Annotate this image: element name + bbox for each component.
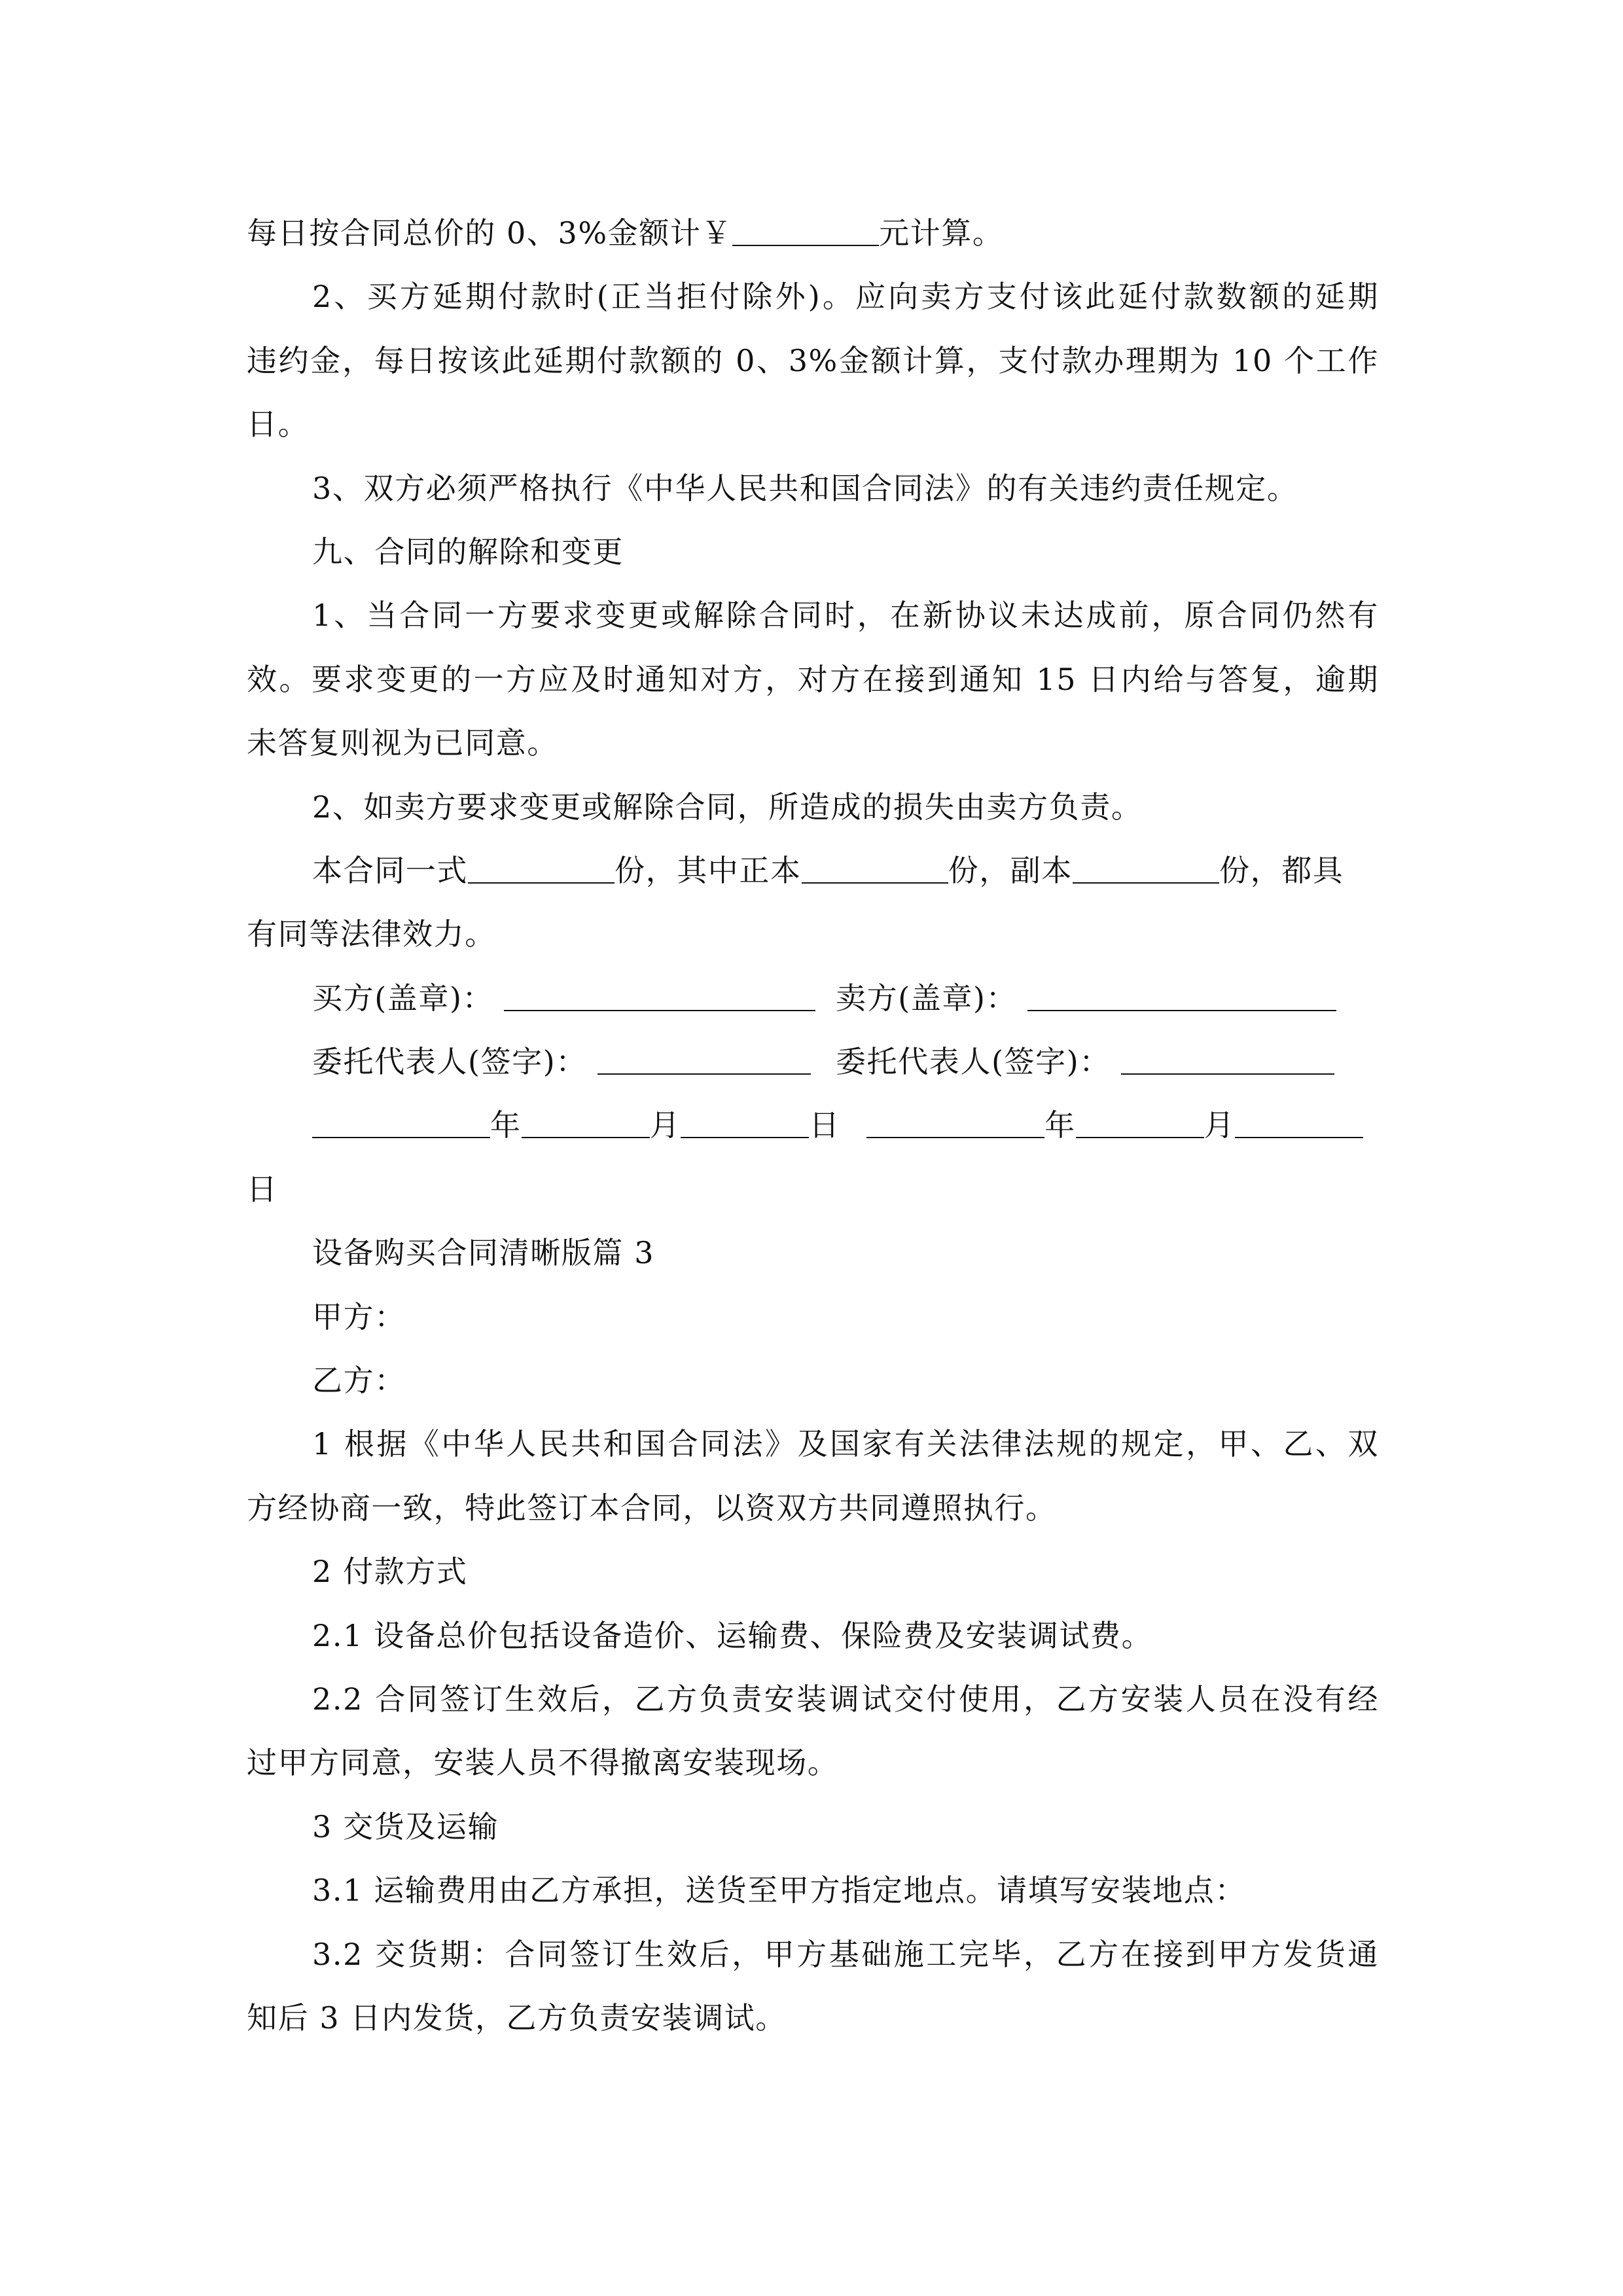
text-line: 效。要求变更的一方应及时通知对方，对方在接到通知 15 日内给与答复，逾期	[247, 661, 1379, 697]
text-segment: 本合同一式	[312, 852, 468, 888]
rep-line	[247, 1030, 1379, 1094]
text-line: 2、如卖方要求变更或解除合同，所造成的损失由卖方负责。	[312, 789, 1143, 825]
day-label: 日	[809, 1107, 840, 1143]
copies-line	[247, 839, 1379, 903]
text-line	[247, 202, 1379, 265]
seller-seal-blank[interactable]	[1027, 984, 1336, 1011]
month-blank[interactable]	[522, 1111, 650, 1138]
month-blank[interactable]	[1076, 1111, 1204, 1138]
year-label: 年	[1044, 1107, 1076, 1143]
section-heading: 2 付款方式	[312, 1554, 468, 1590]
text-line: 3、双方必须严格执行《中华人民共和国合同法》的有关违约责任规定。	[312, 470, 1298, 506]
buyer-seal-blank[interactable]	[504, 984, 815, 1011]
text-line: 2.1 设备总价包括设备造价、运输费、保险费及安装调试费。	[312, 1617, 1153, 1653]
buyer-rep-blank[interactable]	[597, 1047, 811, 1075]
text-line: 3.2 交货期：合同签订生效后，甲方基础施工完毕，乙方在接到甲方发货通	[312, 1936, 1379, 1972]
day-blank[interactable]	[681, 1111, 809, 1138]
text-segment: 份，都具	[1219, 852, 1344, 888]
text-line: 1、当合同一方要求变更或解除合同时，在新协议未达成前，原合同仍然有	[312, 598, 1379, 634]
text-line: 方经协商一致，特此签订本合同，以资双方共同遵照执行。	[247, 1490, 1057, 1526]
text-line: 未答复则视为已同意。	[247, 725, 558, 761]
day-label: 日	[247, 1171, 278, 1207]
text-line: 2.2 合同签订生效后，乙方负责安装调试交付使用，乙方安装人员在没有经	[312, 1681, 1379, 1717]
text-line: 知后 3 日内发货，乙方负责安装调试。	[247, 2000, 787, 2036]
seller-rep-blank[interactable]	[1121, 1047, 1334, 1075]
seller-seal-label: 卖方(盖章)：	[836, 980, 1018, 1016]
year-label: 年	[490, 1107, 522, 1143]
year-blank[interactable]	[866, 1111, 1044, 1138]
buyer-rep-label: 委托代表人(签字)：	[312, 1044, 587, 1080]
fill-blank[interactable]	[802, 856, 948, 884]
text-line: 2、买方延期付款时(正当拒付除外)。应向卖方支付该此延付款数额的延期	[312, 279, 1379, 315]
seal-line	[247, 967, 1379, 1030]
document-page	[247, 202, 1379, 2050]
fill-blank[interactable]	[468, 856, 615, 884]
fill-blank[interactable]	[732, 219, 879, 246]
text-segment: 份，副本	[948, 852, 1073, 888]
day-blank[interactable]	[1235, 1111, 1363, 1138]
text-line: 日。	[247, 406, 310, 442]
text-line: 3.1 运输费用由乙方承担，送货至甲方指定地点。请填写安装地点：	[312, 1873, 1246, 1909]
party-b-label: 乙方：	[312, 1363, 406, 1399]
section-heading: 九、合同的解除和变更	[312, 533, 624, 569]
text-segment: 份，其中正本	[615, 852, 802, 888]
text-segment: 元计算。	[879, 215, 1004, 251]
party-a-label: 甲方：	[312, 1299, 406, 1335]
text-line: 1 根据《中华人民共和国合同法》及国家有关法律法规的规定，甲、乙、双	[312, 1426, 1379, 1462]
date-line	[247, 1094, 1379, 1157]
text-line: 过甲方同意，安装人员不得撤离安装现场。	[247, 1745, 839, 1781]
section-heading: 3 交货及运输	[312, 1808, 499, 1844]
section-title: 设备购买合同清晰版篇 3	[312, 1235, 655, 1271]
text-segment: 每日按合同总价的 0、3%金额计￥	[247, 215, 733, 251]
year-blank[interactable]	[312, 1111, 490, 1138]
text-line: 有同等法律效力。	[247, 916, 496, 952]
month-label: 月	[1204, 1107, 1236, 1143]
buyer-seal-label: 买方(盖章)：	[312, 980, 494, 1016]
seller-rep-label: 委托代表人(签字)：	[836, 1044, 1111, 1080]
text-line: 违约金，每日按该此延期付款额的 0、3%金额计算，支付款办理期为 10 个工作	[247, 342, 1379, 378]
fill-blank[interactable]	[1073, 856, 1219, 884]
month-label: 月	[649, 1107, 681, 1143]
